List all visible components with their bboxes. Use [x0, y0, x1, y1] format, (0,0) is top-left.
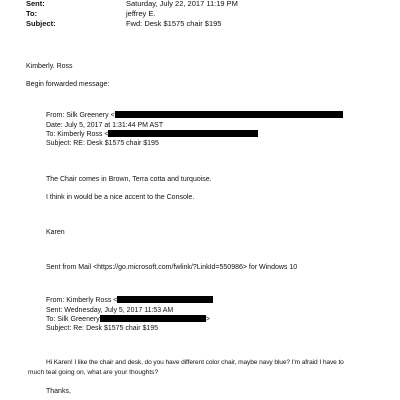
header-sent-row [26, 0, 238, 8]
fwd1-sender-name: Karen [46, 229, 65, 236]
subject-label: Subject: [26, 19, 56, 28]
fwd1-to-line [46, 130, 258, 139]
to-label: To: [26, 9, 38, 18]
fwd2-from-line [46, 296, 213, 305]
redaction-bar [108, 130, 258, 137]
fwd2-to-suffix: > [205, 316, 210, 323]
fwd2-to-text: To: Silk Greenery [46, 316, 100, 323]
signature-name: Kimberly. Ross [26, 63, 73, 70]
fwd1-body-line2: I think in would be a nice accent to the Console. [46, 194, 195, 201]
subject-value: Fwd: Desk $1575 chair $195 [126, 19, 222, 28]
header-to-row [26, 9, 155, 18]
fwd1-sent-from-line: Sent from Mail <https://go.microsoft.com/fwlink/?LinkId=550986> for Windows 10 [46, 264, 298, 271]
fwd1-to-text: To: Kimberly Ross < [46, 131, 109, 138]
redaction-bar [100, 315, 206, 322]
begin-forwarded-text: Begin forwarded message: [26, 81, 110, 88]
fwd2-sent: Sent: Wednesday, July 5, 2017 11:53 AM [46, 307, 174, 314]
fwd1-subject: Subject: RE: Desk $1575 chair $195 [46, 140, 159, 147]
redaction-bar [117, 296, 213, 303]
redaction-bar [115, 111, 343, 118]
fwd2-from-text: From: Kimberly Ross < [46, 297, 118, 304]
header-subject-row [26, 19, 221, 28]
fwd2-thanks: Thanks, [46, 388, 71, 395]
sent-value: Saturday, July 22, 2017 11:19 PM [126, 0, 238, 8]
fwd1-from-text: From: Silk Greenery < [46, 112, 115, 119]
fwd2-body-line1: Hi Karen! I like the chair and desk, do you have different color chair, maybe navy blue? I'm afraid I have to [46, 359, 344, 366]
to-value: jeffrey E. [126, 9, 156, 18]
fwd2-body-line2: much teal going on, what are your thoughts? [28, 369, 159, 376]
fwd2-subject: Subject: Re: Desk $1575 chair $195 [46, 325, 159, 332]
fwd2-to-line [46, 315, 210, 324]
fwd1-date: Date: July 5, 2017 at 1:31:44 PM AST [46, 122, 164, 129]
fwd1-from-line [46, 111, 343, 120]
sent-label: Sent: [26, 0, 45, 8]
fwd1-body-line1: The Chair comes in Brown, Terra cotta and turquoise. [46, 176, 212, 183]
